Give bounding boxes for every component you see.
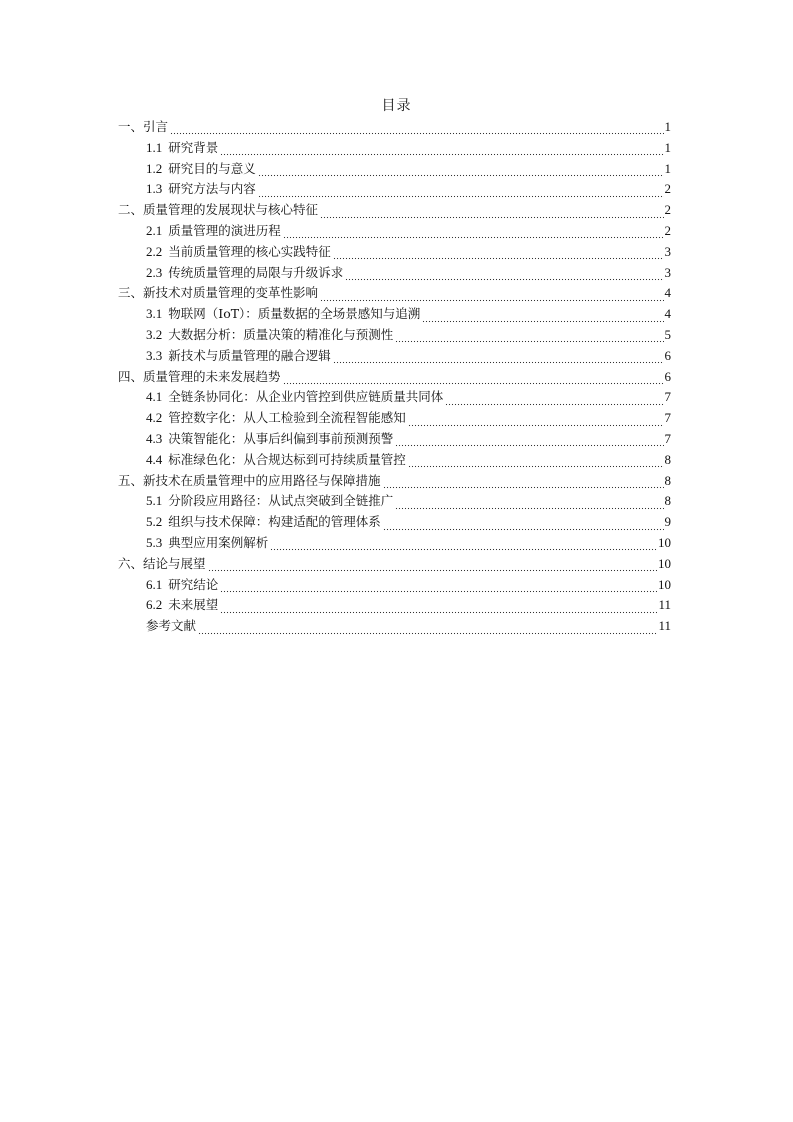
toc-entry[interactable]: [118, 554, 671, 575]
toc-entry-text: 参考文献: [146, 618, 197, 634]
toc-section-number: 1.1: [146, 139, 163, 155]
toc-section-number: 5.3: [146, 534, 163, 550]
toc-page-number: 1: [664, 139, 671, 155]
toc-entry-text: 四、质量管理的未来发展趋势: [118, 368, 281, 384]
dot-leader: [320, 209, 663, 219]
dot-leader: [383, 479, 664, 489]
toc-page-number: 1: [664, 119, 671, 134]
toc-section-number: 1.3: [146, 181, 163, 197]
toc-entry-text: 三、新技术对质量管理的变革性影响: [118, 285, 319, 301]
toc-page-number: 6: [664, 368, 671, 384]
toc-entry[interactable]: [118, 325, 671, 346]
toc-section-number: 4.4: [146, 451, 163, 467]
toc-entry[interactable]: [118, 429, 671, 450]
toc-entry-text: 研究结论: [168, 576, 219, 592]
dot-leader: [422, 313, 663, 323]
toc-entry[interactable]: [118, 346, 671, 367]
toc-entry[interactable]: [118, 138, 671, 159]
toc-section-number: 4.3: [146, 430, 163, 446]
toc-entry-text: 质量管理的演进历程: [168, 222, 281, 238]
toc-page-number: 8: [664, 451, 671, 467]
toc-entry[interactable]: [118, 242, 671, 263]
toc-entry-text: 五、新技术在质量管理中的应用路径与保障措施: [118, 472, 381, 488]
dot-leader: [208, 562, 657, 572]
dot-leader: [333, 354, 664, 364]
dot-leader: [220, 146, 663, 156]
toc-page-number: 4: [664, 285, 671, 301]
toc-entry-text: 未来展望: [168, 597, 219, 613]
dot-leader: [445, 396, 663, 406]
toc-entry-text: 管控数字化：从人工检验到全流程智能感知: [168, 410, 406, 426]
toc-page-number: 10: [658, 576, 671, 592]
toc-entry-text: 研究方法与内容: [168, 181, 256, 197]
dot-leader: [270, 541, 657, 551]
toc-section-number: 5.1: [146, 493, 163, 509]
toc-entry-text: 传统质量管理的局限与升级诉求: [168, 264, 344, 280]
toc-entry-text: 大数据分析：质量决策的精准化与预测性: [168, 326, 394, 342]
toc-entry[interactable]: [118, 408, 671, 429]
toc-section-number: 2.3: [146, 264, 163, 280]
toc-section-number: 3.1: [146, 306, 163, 322]
toc-entry[interactable]: [118, 450, 671, 471]
toc-page-number: 11: [658, 597, 671, 613]
dot-leader: [395, 500, 663, 510]
toc-entry[interactable]: [118, 575, 671, 596]
dot-leader: [198, 625, 657, 635]
toc-page-number: 11: [658, 618, 671, 634]
dot-leader: [408, 458, 664, 468]
toc-entry-text: 全链条协同化：从企业内管控到供应链质量共同体: [168, 389, 444, 405]
toc-entry[interactable]: [118, 200, 671, 221]
toc-entry[interactable]: [118, 595, 671, 616]
toc-entry-text: 分阶段应用路径：从试点突破到全链推广: [168, 493, 394, 509]
toc-section-number: 2.2: [146, 243, 163, 259]
toc-entry-text: 标准绿色化：从合规达标到可持续质量管控: [168, 451, 406, 467]
toc-entry-text: 当前质量管理的核心实践特征: [168, 243, 331, 259]
toc-entry[interactable]: [118, 159, 671, 180]
dot-leader: [345, 271, 663, 281]
toc-page-number: 6: [664, 347, 671, 363]
toc-page-number: 8: [664, 472, 671, 488]
toc-page-number: 7: [664, 389, 671, 405]
toc-page-number: 3: [664, 264, 671, 280]
toc-entry-text: 研究背景: [168, 139, 219, 155]
toc-entry[interactable]: [118, 367, 671, 388]
dot-leader: [220, 604, 657, 614]
toc-section-number: 5.2: [146, 514, 163, 530]
toc-section-number: 1.2: [146, 160, 163, 176]
toc-section-number: 3.2: [146, 326, 163, 342]
toc-entry[interactable]: [118, 387, 671, 408]
dot-leader: [258, 188, 664, 198]
toc-section-number: 3.3: [146, 347, 163, 363]
toc-entry-text: 新技术与质量管理的融合逻辑: [168, 347, 331, 363]
toc-page-number: 7: [664, 430, 671, 446]
dot-leader: [333, 250, 664, 260]
toc-entry[interactable]: [118, 491, 671, 512]
dot-leader: [395, 437, 663, 447]
toc-entry[interactable]: [118, 221, 671, 242]
toc-page-number: 4: [664, 306, 671, 322]
dot-leader: [408, 417, 664, 427]
toc-page-number: 5: [664, 326, 671, 342]
toc-entry-text: 二、质量管理的发展现状与核心特征: [118, 202, 319, 218]
dot-leader: [395, 333, 663, 343]
dot-leader: [258, 167, 664, 177]
toc-entry-text: 典型应用案例解析: [168, 534, 269, 550]
toc-entry[interactable]: [118, 179, 671, 200]
toc-section-number: 4.2: [146, 410, 163, 426]
toc-section-number: 6.1: [146, 576, 163, 592]
toc-entry[interactable]: [118, 512, 671, 533]
toc-page-number: 9: [664, 514, 671, 530]
toc-entry[interactable]: [118, 263, 671, 284]
dot-leader: [220, 583, 657, 593]
toc-entry-text: 研究目的与意义: [168, 160, 256, 176]
toc-page-number: 3: [664, 243, 671, 259]
toc-entry[interactable]: [118, 283, 671, 304]
toc-entry-references[interactable]: [118, 616, 671, 637]
toc-entry-text: 决策智能化：从事后纠偏到事前预测预警: [168, 430, 394, 446]
toc-page-number: 2: [664, 181, 671, 197]
dot-leader: [170, 125, 663, 135]
dot-leader: [320, 292, 663, 302]
toc-entry[interactable]: [118, 533, 671, 554]
dot-leader: [283, 375, 664, 385]
toc-page-number: 2: [664, 222, 671, 238]
toc-entry[interactable]: [118, 117, 671, 138]
toc-page-number: 1: [664, 160, 671, 176]
table-of-contents: [118, 117, 671, 637]
toc-entry-text: 一、引言: [118, 119, 169, 134]
toc-entry-text: 六、结论与展望: [118, 555, 206, 571]
toc-page-number: 2: [664, 202, 671, 218]
dot-leader: [283, 229, 664, 239]
toc-page-number: 10: [658, 555, 671, 571]
toc-section-number: 6.2: [146, 597, 163, 613]
toc-entry[interactable]: [118, 304, 671, 325]
dot-leader: [383, 521, 664, 531]
toc-section-number: 4.1: [146, 389, 163, 405]
toc-page-number: 8: [664, 493, 671, 509]
toc-entry-text: 物联网（IoT）：质量数据的全场景感知与追溯: [168, 306, 421, 322]
toc-page-number: 7: [664, 410, 671, 426]
toc-title: 目录: [381, 98, 412, 114]
toc-section-number: 2.1: [146, 222, 163, 238]
toc-entry[interactable]: [118, 471, 671, 492]
toc-page-number: 10: [658, 534, 671, 550]
toc-entry-text: 组织与技术保障：构建适配的管理体系: [168, 514, 381, 530]
